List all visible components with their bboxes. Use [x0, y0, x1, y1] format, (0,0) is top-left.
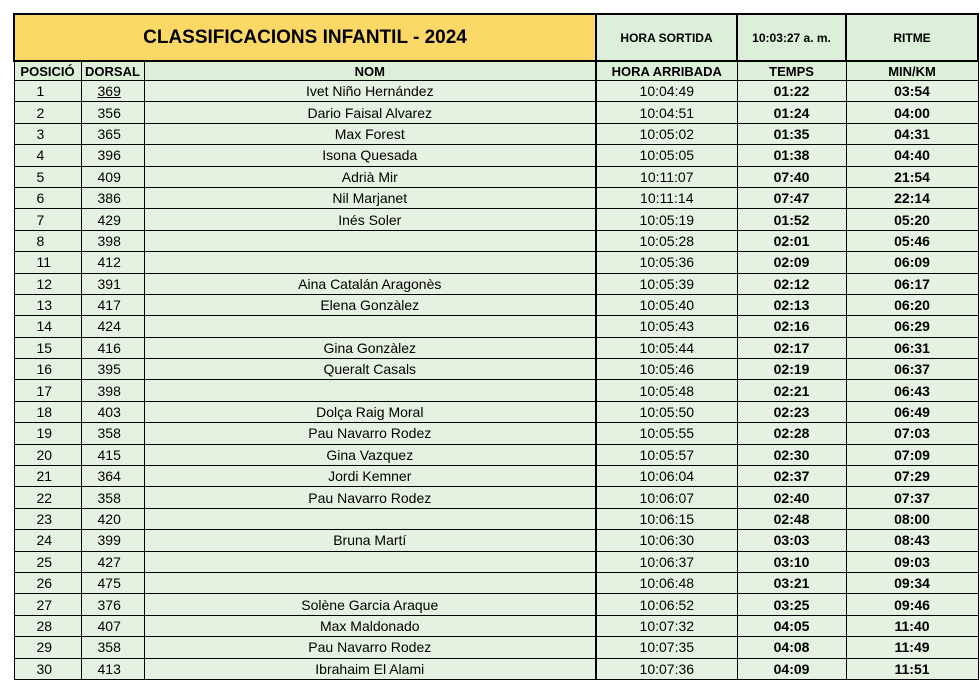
cell-pace: 06:49	[846, 401, 978, 422]
table-row	[14, 337, 978, 358]
cell-time: 02:48	[737, 508, 846, 529]
cell-pace: 11:51	[846, 658, 978, 679]
cell-arrival: 10:05:28	[596, 230, 737, 251]
cell-name	[144, 252, 596, 273]
cell-pace: 04:40	[846, 145, 978, 166]
cell-arrival: 10:05:39	[596, 273, 737, 294]
table-row	[14, 637, 978, 658]
cell-time: 01:52	[737, 209, 846, 230]
cell-position: 11	[14, 252, 81, 273]
cell-arrival: 10:06:52	[596, 594, 737, 615]
cell-name: Gina Gonzàlez	[144, 337, 596, 358]
cell-pace: 04:31	[846, 123, 978, 144]
table-row	[14, 145, 978, 166]
cell-position: 20	[14, 444, 81, 465]
cell-time: 02:23	[737, 401, 846, 422]
cell-position: 16	[14, 359, 81, 380]
cell-name: Isona Quesada	[144, 145, 596, 166]
cell-name	[144, 380, 596, 401]
cell-bib: 386	[81, 187, 144, 208]
cell-bib: 398	[81, 230, 144, 251]
cell-time: 02:12	[737, 273, 846, 294]
cell-bib: 356	[81, 102, 144, 123]
cell-arrival: 10:05:55	[596, 423, 737, 444]
cell-name: Jordi Kemner	[144, 466, 596, 487]
cell-name	[144, 316, 596, 337]
cell-name: Pau Navarro Rodez	[144, 423, 596, 444]
cell-position: 7	[14, 209, 81, 230]
cell-bib: 364	[81, 466, 144, 487]
cell-arrival: 10:11:14	[596, 187, 737, 208]
cell-time: 02:30	[737, 444, 846, 465]
cell-bib: 475	[81, 572, 144, 593]
cell-time: 07:40	[737, 166, 846, 187]
table-row	[14, 252, 978, 273]
cell-arrival: 10:06:04	[596, 466, 737, 487]
cell-arrival: 10:06:15	[596, 508, 737, 529]
cell-time: 02:40	[737, 487, 846, 508]
table-row	[14, 423, 978, 444]
cell-time: 02:28	[737, 423, 846, 444]
cell-bib: 417	[81, 294, 144, 315]
cell-pace: 05:46	[846, 230, 978, 251]
cell-pace: 06:37	[846, 359, 978, 380]
cell-pace: 11:49	[846, 637, 978, 658]
cell-name: Inés Soler	[144, 209, 596, 230]
start-time-value: 10:03:27 a. m.	[737, 14, 846, 61]
cell-bib: 399	[81, 530, 144, 551]
cell-bib: 398	[81, 380, 144, 401]
cell-arrival: 10:05:36	[596, 252, 737, 273]
cell-arrival: 10:06:07	[596, 487, 737, 508]
table-row	[14, 273, 978, 294]
cell-name: Dario Faisal Alvarez	[144, 102, 596, 123]
cell-pace: 06:20	[846, 294, 978, 315]
column-header-position: POSICIÓ	[14, 61, 81, 81]
table-row	[14, 316, 978, 337]
pace-label: RITME	[846, 14, 978, 61]
table-row	[14, 123, 978, 144]
cell-pace: 07:37	[846, 487, 978, 508]
table-row	[14, 294, 978, 315]
cell-name: Nil Marjanet	[144, 187, 596, 208]
cell-pace: 06:43	[846, 380, 978, 401]
cell-name: Elena Gonzàlez	[144, 294, 596, 315]
column-header-arrival: HORA ARRIBADA	[596, 61, 737, 81]
cell-bib: 396	[81, 145, 144, 166]
page-title: CLASSIFICACIONS INFANTIL - 2024	[14, 14, 596, 61]
cell-arrival: 10:05:02	[596, 123, 737, 144]
cell-bib: 424	[81, 316, 144, 337]
cell-time: 02:01	[737, 230, 846, 251]
cell-arrival: 10:05:50	[596, 401, 737, 422]
cell-position: 13	[14, 294, 81, 315]
cell-arrival: 10:06:48	[596, 572, 737, 593]
cell-arrival: 10:07:36	[596, 658, 737, 679]
cell-position: 1	[14, 81, 81, 102]
cell-position: 25	[14, 551, 81, 572]
cell-name	[144, 508, 596, 529]
column-header-row	[14, 61, 978, 81]
cell-position: 4	[14, 145, 81, 166]
bib-link[interactable]: 369	[97, 83, 121, 100]
cell-position: 2	[14, 102, 81, 123]
cell-bib: 407	[81, 615, 144, 636]
cell-arrival: 10:05:44	[596, 337, 737, 358]
cell-name	[144, 572, 596, 593]
cell-name: Queralt Casals	[144, 359, 596, 380]
cell-name: Solène Garcia Araque	[144, 594, 596, 615]
cell-time: 01:38	[737, 145, 846, 166]
cell-bib: 420	[81, 508, 144, 529]
cell-name: Adrià Mir	[144, 166, 596, 187]
table-row	[14, 551, 978, 572]
table-row	[14, 444, 978, 465]
column-header-bib: DORSAL	[81, 61, 144, 81]
cell-pace: 08:43	[846, 530, 978, 551]
cell-time: 03:21	[737, 572, 846, 593]
cell-time: 01:22	[737, 81, 846, 102]
cell-arrival: 10:06:37	[596, 551, 737, 572]
cell-pace: 06:31	[846, 337, 978, 358]
table-row	[14, 572, 978, 593]
cell-time: 03:25	[737, 594, 846, 615]
cell-arrival: 10:05:05	[596, 145, 737, 166]
cell-name: Pau Navarro Rodez	[144, 487, 596, 508]
cell-time: 07:47	[737, 187, 846, 208]
cell-arrival: 10:05:57	[596, 444, 737, 465]
cell-time: 01:24	[737, 102, 846, 123]
cell-pace: 07:03	[846, 423, 978, 444]
table-row	[14, 466, 978, 487]
cell-pace: 08:00	[846, 508, 978, 529]
cell-position: 22	[14, 487, 81, 508]
cell-position: 15	[14, 337, 81, 358]
cell-time: 04:09	[737, 658, 846, 679]
cell-bib[interactable]	[81, 81, 144, 102]
cell-arrival: 10:07:32	[596, 615, 737, 636]
table-row	[14, 530, 978, 551]
cell-position: 5	[14, 166, 81, 187]
cell-pace: 07:09	[846, 444, 978, 465]
cell-pace: 06:09	[846, 252, 978, 273]
cell-pace: 05:20	[846, 209, 978, 230]
cell-bib: 413	[81, 658, 144, 679]
results-sheet	[13, 13, 977, 680]
cell-time: 03:03	[737, 530, 846, 551]
cell-name: Dolça Raig Moral	[144, 401, 596, 422]
cell-position: 6	[14, 187, 81, 208]
cell-time: 02:19	[737, 359, 846, 380]
table-row	[14, 209, 978, 230]
cell-bib: 395	[81, 359, 144, 380]
cell-time: 02:21	[737, 380, 846, 401]
cell-name: Ivet Niño Hernández	[144, 81, 596, 102]
cell-arrival: 10:05:40	[596, 294, 737, 315]
cell-pace: 09:34	[846, 572, 978, 593]
cell-pace: 06:17	[846, 273, 978, 294]
cell-name: Gina Vazquez	[144, 444, 596, 465]
cell-time: 04:05	[737, 615, 846, 636]
title-row	[14, 14, 978, 61]
cell-time: 03:10	[737, 551, 846, 572]
cell-arrival: 10:04:49	[596, 81, 737, 102]
cell-bib: 412	[81, 252, 144, 273]
cell-position: 8	[14, 230, 81, 251]
cell-arrival: 10:07:35	[596, 637, 737, 658]
table-row	[14, 615, 978, 636]
cell-arrival: 10:05:46	[596, 359, 737, 380]
cell-bib: 427	[81, 551, 144, 572]
table-row	[14, 658, 978, 679]
cell-pace: 11:40	[846, 615, 978, 636]
cell-name: Bruna Martí	[144, 530, 596, 551]
table-row	[14, 81, 978, 102]
cell-bib: 429	[81, 209, 144, 230]
start-time-label: HORA SORTIDA	[596, 14, 737, 61]
cell-time: 02:09	[737, 252, 846, 273]
cell-bib: 376	[81, 594, 144, 615]
cell-name: Max Forest	[144, 123, 596, 144]
table-row	[14, 401, 978, 422]
cell-bib: 409	[81, 166, 144, 187]
cell-position: 21	[14, 466, 81, 487]
cell-pace: 04:00	[846, 102, 978, 123]
cell-position: 3	[14, 123, 81, 144]
table-row	[14, 508, 978, 529]
cell-position: 17	[14, 380, 81, 401]
cell-position: 27	[14, 594, 81, 615]
cell-bib: 416	[81, 337, 144, 358]
cell-bib: 358	[81, 423, 144, 444]
cell-name: Pau Navarro Rodez	[144, 637, 596, 658]
cell-position: 24	[14, 530, 81, 551]
cell-arrival: 10:11:07	[596, 166, 737, 187]
table-row	[14, 187, 978, 208]
table-row	[14, 102, 978, 123]
cell-position: 14	[14, 316, 81, 337]
cell-arrival: 10:06:30	[596, 530, 737, 551]
cell-position: 23	[14, 508, 81, 529]
cell-time: 02:37	[737, 466, 846, 487]
cell-arrival: 10:05:48	[596, 380, 737, 401]
table-row	[14, 487, 978, 508]
table-row	[14, 380, 978, 401]
cell-bib: 365	[81, 123, 144, 144]
cell-pace: 22:14	[846, 187, 978, 208]
cell-pace: 03:54	[846, 81, 978, 102]
cell-pace: 09:46	[846, 594, 978, 615]
cell-name: Aina Catalán Aragonès	[144, 273, 596, 294]
cell-name	[144, 230, 596, 251]
cell-bib: 358	[81, 637, 144, 658]
cell-arrival: 10:05:43	[596, 316, 737, 337]
cell-time: 01:35	[737, 123, 846, 144]
cell-name	[144, 551, 596, 572]
table-row	[14, 359, 978, 380]
cell-pace: 06:29	[846, 316, 978, 337]
cell-position: 28	[14, 615, 81, 636]
cell-position: 26	[14, 572, 81, 593]
cell-pace: 21:54	[846, 166, 978, 187]
cell-name: Ibrahaim El Alami	[144, 658, 596, 679]
table-row	[14, 594, 978, 615]
column-header-name: NOM	[144, 61, 596, 81]
cell-position: 29	[14, 637, 81, 658]
cell-position: 18	[14, 401, 81, 422]
cell-position: 30	[14, 658, 81, 679]
cell-bib: 391	[81, 273, 144, 294]
cell-bib: 403	[81, 401, 144, 422]
cell-bib: 358	[81, 487, 144, 508]
cell-time: 02:17	[737, 337, 846, 358]
table-row	[14, 166, 978, 187]
cell-time: 02:13	[737, 294, 846, 315]
cell-pace: 09:03	[846, 551, 978, 572]
cell-bib: 415	[81, 444, 144, 465]
cell-position: 12	[14, 273, 81, 294]
results-table	[13, 13, 979, 680]
cell-arrival: 10:05:19	[596, 209, 737, 230]
results-body	[14, 81, 978, 680]
cell-position: 19	[14, 423, 81, 444]
cell-arrival: 10:04:51	[596, 102, 737, 123]
table-row	[14, 230, 978, 251]
cell-time: 02:16	[737, 316, 846, 337]
column-header-pace: MIN/KM	[846, 61, 978, 81]
column-header-time: TEMPS	[737, 61, 846, 81]
cell-name: Max Maldonado	[144, 615, 596, 636]
cell-pace: 07:29	[846, 466, 978, 487]
cell-time: 04:08	[737, 637, 846, 658]
